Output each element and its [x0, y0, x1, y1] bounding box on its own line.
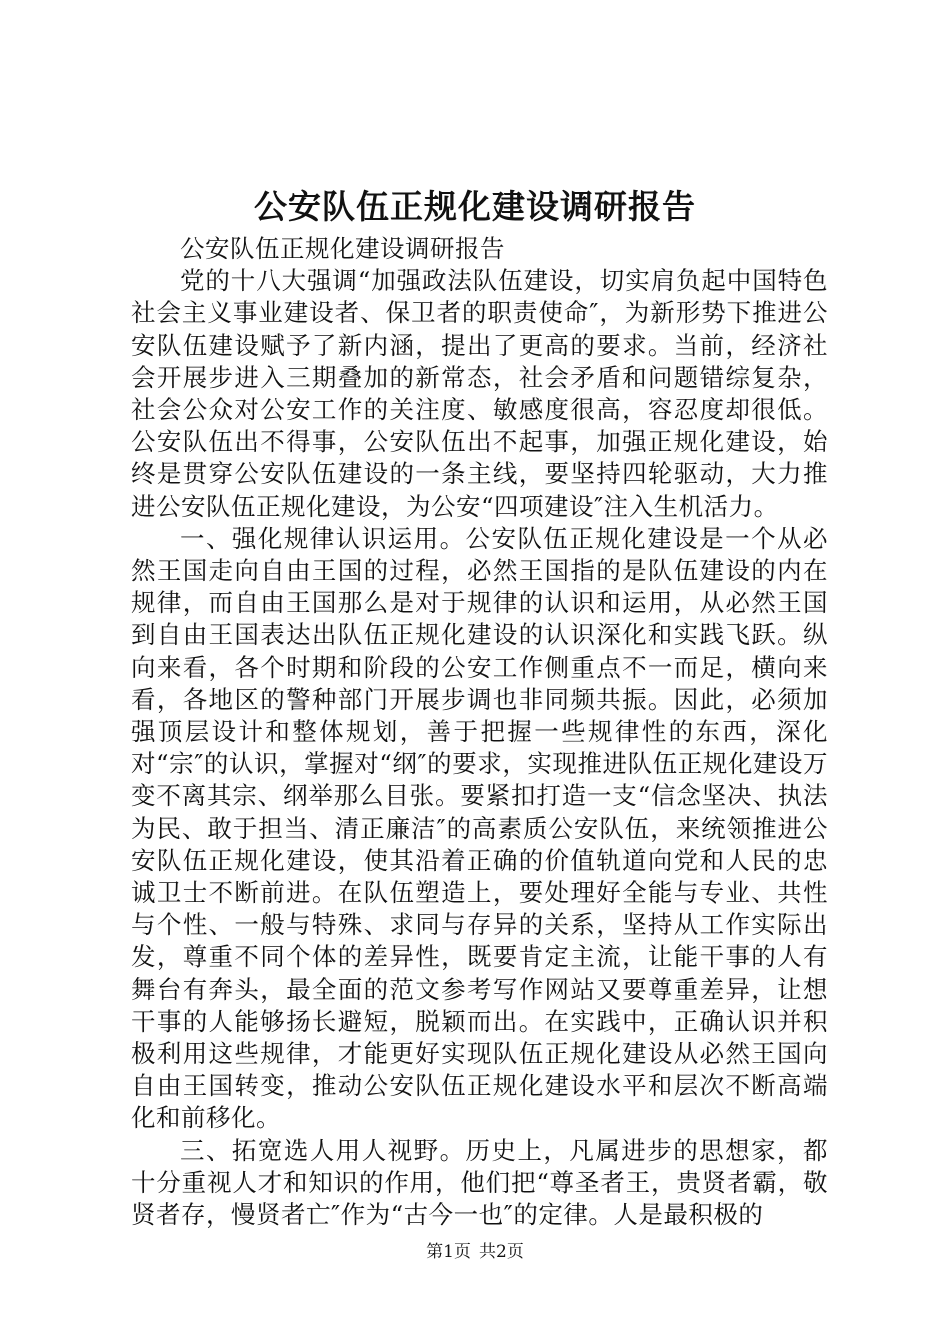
page-total: 共2页	[479, 1242, 524, 1262]
subtitle-paragraph: 公安队伍正规化建设调研报告	[180, 234, 505, 263]
document-title: 公安队伍正规化建设调研报告	[254, 187, 696, 226]
page-footer	[0, 1240, 950, 1264]
document-body	[131, 233, 828, 1231]
section-three-paragraph: 三、拓宽选人用人视野。历史上，凡属进步的思想家，都十分重视人才和知识的作用，他们把“尊圣者王，贵贤者霸，敬贤者存，慢贤者亡″作为“古今一也″的定律。人是最积极的	[131, 1135, 828, 1230]
intro-paragraph: 党的十八大强调“加强政法队伍建设，切实肩负起中国特色社会主义事业建设者、保卫者的职责使命″，为新形势下推进公安队伍建设赋予了新内涵，提出了更高的要求。当前，经济社会开展步进入三期叠加的新常态，社会矛盾和问题错综复杂，社会公众对公安工作的关注度、敏感度很高，容忍度却很低。公安队伍出不得事，公安队伍出不起事，加强正规化建设，始终是贯穿公安队伍建设的一条主线，要坚持四轮驱动，大力推进公安队伍正规化建设，为公安“四项建设″注入生机活力。	[131, 266, 828, 521]
page-number: 第1页	[426, 1242, 471, 1262]
section-one-paragraph: 一、强化规律认识运用。公安队伍正规化建设是一个从必然王国走向自由王国的过程，必然王国指的是队伍建设的内在规律，而自由王国那么是对于规律的认识和运用，从必然王国到自由王国表达出队伍正规化建设的认识深化和实践飞跃。纵向来看，各个时期和阶段的公安工作侧重点不一而足，横向来看，各地区的警种部门开展步调也非同频共振。因此，必须加强顶层设计和整体规划，善于把握一些规律性的东西，深化对“宗″的认识，掌握对“纲″的要求，实现推进队伍正规化建设万变不离其宗、纲举那么目张。要紧扣打造一支“信念坚决、执法为民、敢于担当、清正廉洁″的高素质公安队伍，来统领推进公安队伍正规化建设，使其沿着正确的价值轨道向党和人民的忠诚卫士不断前进。在队伍塑造上，要处理好全能与专业、共性与个性、一般与特殊、求同与存异的关系，坚持从工作实际出发，尊重不同个体的差异性，既要肯定主流，让能干事的人有舞台有奔头，最全面的范文参考写作网站又要尊重差异，让想干事的人能够扬长避短，脱颖而出。在实践中，正确认识并积极利用这些规律，才能更好实现队伍正规化建设从必然王国向自由王国转变，推动公安队伍正规化建设水平和层次不断高端化和前移化。	[131, 523, 828, 1133]
